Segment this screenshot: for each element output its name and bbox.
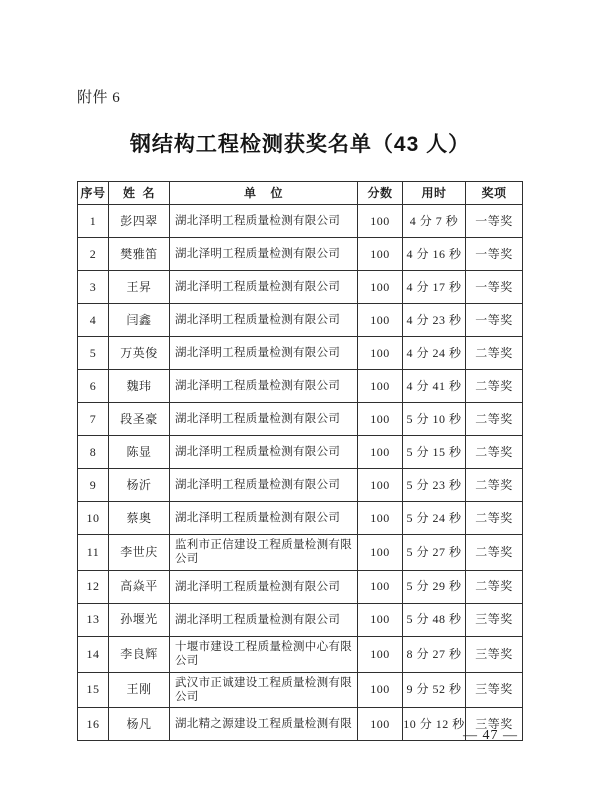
cell-unit: 湖北泽明工程质量检测有限公司 (170, 436, 358, 469)
cell-unit: 湖北泽明工程质量检测有限公司 (170, 304, 358, 337)
cell-unit: 湖北泽明工程质量检测有限公司 (170, 403, 358, 436)
table-row (78, 672, 523, 708)
cell-score: 100 (358, 238, 403, 271)
cell-time: 8 分 27 秒 (403, 636, 466, 672)
cell-award: 二等奖 (466, 535, 523, 571)
cell-name: 王刚 (109, 672, 170, 708)
header-cell-score: 分数 (358, 182, 403, 205)
table-row (78, 205, 523, 238)
cell-unit: 湖北泽明工程质量检测有限公司 (170, 370, 358, 403)
table-row (78, 370, 523, 403)
cell-unit: 湖北泽明工程质量检测有限公司 (170, 469, 358, 502)
cell-unit: 湖北泽明工程质量检测有限公司 (170, 570, 358, 603)
header-cell-time: 用时 (403, 182, 466, 205)
cell-time: 5 分 29 秒 (403, 570, 466, 603)
page-title: 钢结构工程检测获奖名单（43 人） (129, 133, 471, 156)
cell-time: 5 分 10 秒 (403, 403, 466, 436)
cell-time: 4 分 7 秒 (403, 205, 466, 238)
cell-award: 二等奖 (466, 337, 523, 370)
table-row (78, 469, 523, 502)
cell-no: 14 (78, 636, 109, 672)
table-row (78, 535, 523, 571)
cell-award: 二等奖 (466, 370, 523, 403)
cell-award: 三等奖 (466, 708, 523, 741)
table-row (78, 304, 523, 337)
cell-score: 100 (358, 708, 403, 741)
cell-score: 100 (358, 304, 403, 337)
cell-unit: 湖北精之源建设工程质量检测有限 (170, 708, 358, 741)
cell-time: 5 分 23 秒 (403, 469, 466, 502)
cell-time: 4 分 24 秒 (403, 337, 466, 370)
cell-time: 4 分 16 秒 (403, 238, 466, 271)
results-table (77, 181, 523, 741)
cell-score: 100 (358, 271, 403, 304)
cell-no: 8 (78, 436, 109, 469)
cell-no: 6 (78, 370, 109, 403)
cell-score: 100 (358, 672, 403, 708)
cell-award: 二等奖 (466, 403, 523, 436)
cell-name: 陈显 (109, 436, 170, 469)
cell-award: 三等奖 (466, 636, 523, 672)
cell-name: 李良辉 (109, 636, 170, 672)
cell-time: 4 分 23 秒 (403, 304, 466, 337)
cell-unit: 湖北泽明工程质量检测有限公司 (170, 271, 358, 304)
cell-unit: 湖北泽明工程质量检测有限公司 (170, 502, 358, 535)
table-row (78, 337, 523, 370)
cell-time: 5 分 27 秒 (403, 535, 466, 571)
cell-score: 100 (358, 403, 403, 436)
cell-name: 闫鑫 (109, 304, 170, 337)
results-table-body (78, 205, 523, 741)
cell-score: 100 (358, 337, 403, 370)
cell-award: 二等奖 (466, 502, 523, 535)
cell-name: 王昇 (109, 271, 170, 304)
cell-unit: 湖北泽明工程质量检测有限公司 (170, 238, 358, 271)
cell-unit: 湖北泽明工程质量检测有限公司 (170, 205, 358, 238)
cell-time: 5 分 24 秒 (403, 502, 466, 535)
header-cell-name: 姓 名 (109, 182, 170, 205)
cell-no: 13 (78, 603, 109, 636)
cell-no: 9 (78, 469, 109, 502)
cell-award: 三等奖 (466, 603, 523, 636)
cell-score: 100 (358, 469, 403, 502)
cell-award: 二等奖 (466, 436, 523, 469)
cell-no: 12 (78, 570, 109, 603)
cell-no: 15 (78, 672, 109, 708)
table-row (78, 708, 523, 741)
cell-no: 7 (78, 403, 109, 436)
table-row (78, 436, 523, 469)
cell-award: 二等奖 (466, 570, 523, 603)
header-cell-unit: 单 位 (170, 182, 358, 205)
cell-award: 一等奖 (466, 271, 523, 304)
cell-name: 段圣豪 (109, 403, 170, 436)
cell-name: 杨沂 (109, 469, 170, 502)
cell-award: 二等奖 (466, 469, 523, 502)
cell-score: 100 (358, 436, 403, 469)
cell-award: 一等奖 (466, 304, 523, 337)
cell-score: 100 (358, 603, 403, 636)
cell-time: 4 分 41 秒 (403, 370, 466, 403)
cell-score: 100 (358, 636, 403, 672)
table-row (78, 238, 523, 271)
table-row (78, 403, 523, 436)
table-row (78, 636, 523, 672)
page-number: — 47 — (463, 728, 518, 743)
cell-score: 100 (358, 502, 403, 535)
cell-name: 蔡奥 (109, 502, 170, 535)
cell-name: 杨凡 (109, 708, 170, 741)
cell-score: 100 (358, 205, 403, 238)
header-cell-award: 奖项 (466, 182, 523, 205)
attachment-label: 附件 6 (77, 90, 121, 106)
table-row (78, 570, 523, 603)
cell-no: 16 (78, 708, 109, 741)
cell-name: 万英俊 (109, 337, 170, 370)
cell-unit: 湖北泽明工程质量检测有限公司 (170, 603, 358, 636)
cell-time: 4 分 17 秒 (403, 271, 466, 304)
cell-no: 10 (78, 502, 109, 535)
cell-time: 9 分 52 秒 (403, 672, 466, 708)
cell-time: 10 分 12 秒 (403, 708, 466, 741)
cell-no: 2 (78, 238, 109, 271)
cell-score: 100 (358, 535, 403, 571)
cell-unit: 湖北泽明工程质量检测有限公司 (170, 337, 358, 370)
table-row (78, 271, 523, 304)
cell-score: 100 (358, 370, 403, 403)
cell-unit: 监利市正信建设工程质量检测有限 公司 (170, 535, 358, 571)
cell-no: 3 (78, 271, 109, 304)
cell-name: 彭四翠 (109, 205, 170, 238)
cell-no: 11 (78, 535, 109, 571)
cell-award: 一等奖 (466, 238, 523, 271)
cell-time: 5 分 48 秒 (403, 603, 466, 636)
cell-award: 三等奖 (466, 672, 523, 708)
cell-name: 孙堰光 (109, 603, 170, 636)
cell-score: 100 (358, 570, 403, 603)
header-cell-no: 序号 (78, 182, 109, 205)
table-row (78, 502, 523, 535)
cell-unit: 十堰市建设工程质量检测中心有限 公司 (170, 636, 358, 672)
cell-name: 高焱平 (109, 570, 170, 603)
cell-name: 魏玮 (109, 370, 170, 403)
cell-no: 5 (78, 337, 109, 370)
cell-no: 1 (78, 205, 109, 238)
cell-unit: 武汉市正诚建设工程质量检测有限 公司 (170, 672, 358, 708)
cell-name: 李世庆 (109, 535, 170, 571)
cell-award: 一等奖 (466, 205, 523, 238)
table-header-row (78, 182, 523, 205)
table-row (78, 603, 523, 636)
cell-no: 4 (78, 304, 109, 337)
cell-time: 5 分 15 秒 (403, 436, 466, 469)
cell-name: 樊雅笛 (109, 238, 170, 271)
